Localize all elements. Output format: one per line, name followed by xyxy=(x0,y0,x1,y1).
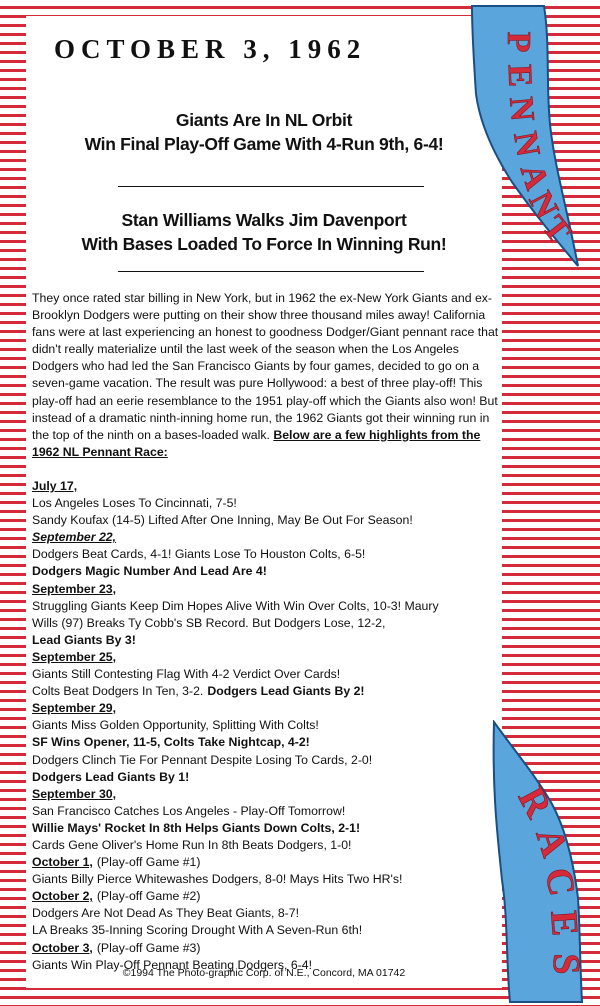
pennant-letter: R xyxy=(509,780,560,825)
divider-rule xyxy=(118,186,424,187)
headline-1-line-1: Giants Are In NL Orbit xyxy=(175,110,353,130)
headline-2-line-2: With Bases Loaded To Force In Winning Run! xyxy=(81,234,447,254)
highlight-bold-line: Dodgers Magic Number And Lead Are 4! xyxy=(32,564,267,579)
headline-2 xyxy=(26,208,502,256)
date-heading xyxy=(32,786,502,803)
pennant-letter: T xyxy=(534,209,578,250)
date-heading-text: July 17, xyxy=(32,479,78,493)
pennant-letter: S xyxy=(545,953,587,975)
playoff-game-note: (Play-off Game #2) xyxy=(96,889,201,904)
highlights-list xyxy=(32,478,502,974)
highlight-line: Giants Still Contesting Flag With 4-2 Verdict Over Cards! xyxy=(32,667,341,682)
highlight-line: Sandy Koufax (14-5) Lifted After One Inning, May Be Out For Season! xyxy=(32,513,413,528)
intro-bold-text: Below are a few highlights from the 1962 NL Pennant Race: xyxy=(32,427,481,459)
highlight-line: LA Breaks 35-Inning Scoring Drought With A Seven-Run 6th! xyxy=(32,923,363,938)
date-heading-text: September 30, xyxy=(32,786,117,801)
highlight-line: Cards Gene Oliver's Home Run In 8th Beats Dodgers, 1-0! xyxy=(32,837,352,852)
date-heading xyxy=(32,581,502,598)
headline-2-line-1: Stan Williams Walks Jim Davenport xyxy=(121,210,407,230)
headline-1-line-2: Win Final Play-Off Game With 4-Run 9th, 6-4! xyxy=(84,134,444,154)
highlight-bold-line: Dodgers Lead Giants By 1! xyxy=(32,769,190,784)
highlight-bold-line: SF Wins Opener, 11-5, Colts Take Nightcap, 4-2! xyxy=(32,735,310,750)
article-panel xyxy=(26,16,502,988)
pennant-letter: C xyxy=(536,864,583,900)
date-header: OCTOBER 3, 1962 xyxy=(54,34,367,64)
playoff-heading xyxy=(32,940,502,957)
date-heading xyxy=(32,700,502,717)
highlight-line: San Francisco Catches Los Angeles - Play-Off Tomorrow! xyxy=(32,803,346,818)
copyright: ©1994 The Photo-graphic Corp. of N.E., Concord, MA 01742 xyxy=(122,967,406,979)
date-heading-text: September 23, xyxy=(32,581,117,596)
highlight-text: Colts Beat Dodgers In Ten, 3-2. xyxy=(32,684,204,699)
date-heading-text: September 25, xyxy=(32,649,117,664)
date-heading-text: September 29, xyxy=(32,701,117,716)
pennant-letter: P xyxy=(500,31,537,53)
pennant-letter: E xyxy=(542,909,586,938)
highlight-bold-line: Lead Giants By 3! xyxy=(32,632,136,647)
pennant-letter: A xyxy=(512,159,556,195)
pennant-letter: A xyxy=(527,822,576,862)
highlight-line: Dodgers Beat Cards, 4-1! Giants Lose To Houston Colts, 6-5! xyxy=(32,547,366,562)
highlight-bold-text: Dodgers Lead Giants By 2! xyxy=(207,684,365,699)
date-heading-text: October 3, xyxy=(32,940,93,955)
highlight-line: Dodgers Are Not Dead As They Beat Giants, 8-7! xyxy=(32,906,300,921)
pennant-flag-bottom xyxy=(466,720,598,1006)
playoff-heading xyxy=(32,854,502,871)
headline-1 xyxy=(26,108,502,156)
playoff-game-note: (Play-off Game #1) xyxy=(96,855,201,870)
date-heading xyxy=(32,478,502,495)
pennant-letter: N xyxy=(521,185,566,225)
pennant-flag-top xyxy=(466,4,598,274)
date-heading-text: October 2, xyxy=(32,889,93,904)
divider-rule xyxy=(118,271,424,272)
highlight-line xyxy=(32,683,502,700)
date-heading-text: October 1, xyxy=(32,855,93,870)
pennant-letter: E xyxy=(500,63,539,88)
intro-text: They once rated star billing in New York, but in 1962 the ex-New York Giants and ex-Brooklyn Dodgers were putting on their show three thousand miles away! California fans were at last experiencing an honest to goodness Dodger/Giant pennant race that didn't really materialize until the last week of the season when the Los Angeles Dodgers who had led the San Francisco Giants by four games, decided to go on a seven-game vacation. The result was pure Hollywood: a best of three play-off! This play-off had an eerie resemblance to the 1951 play-off which the Giants also won! But instead of a dramatic ninth-inning home run, the 1962 Giants got their winning run in the top of the ninth on a bases-loaded walk. xyxy=(32,291,499,442)
date-heading xyxy=(32,529,502,546)
highlight-bold-line: Willie Mays' Rocket In 8th Helps Giants Down Colts, 2-1! xyxy=(32,820,361,835)
pennant-letter: N xyxy=(505,128,547,160)
pennant-letter: N xyxy=(501,95,541,123)
highlight-line: Los Angeles Loses To Cincinnati, 7-5! xyxy=(32,496,237,511)
date-heading-text: September 22, xyxy=(32,530,117,545)
playoff-heading xyxy=(32,888,502,905)
highlight-line: Dodgers Clinch Tie For Pennant Despite Losing To Cards, 2-0! xyxy=(32,752,373,767)
highlight-line: Giants Win Play-Off Pennant Beating Dodgers, 6-4! xyxy=(32,957,313,972)
intro-paragraph xyxy=(32,290,500,461)
highlight-line: Giants Billy Pierce Whitewashes Dodgers, 8-0! Mays Hits Two HR's! xyxy=(32,872,403,887)
highlight-line: Wills (97) Breaks Ty Cobb's SB Record. But Dodgers Lose, 12-2, xyxy=(32,615,386,630)
playoff-game-note: (Play-off Game #3) xyxy=(96,940,201,955)
highlight-line: Struggling Giants Keep Dim Hopes Alive With Win Over Colts, 10-3! Maury xyxy=(32,598,439,613)
date-heading xyxy=(32,649,502,666)
highlight-line: Giants Miss Golden Opportunity, Splitting With Colts! xyxy=(32,718,319,733)
